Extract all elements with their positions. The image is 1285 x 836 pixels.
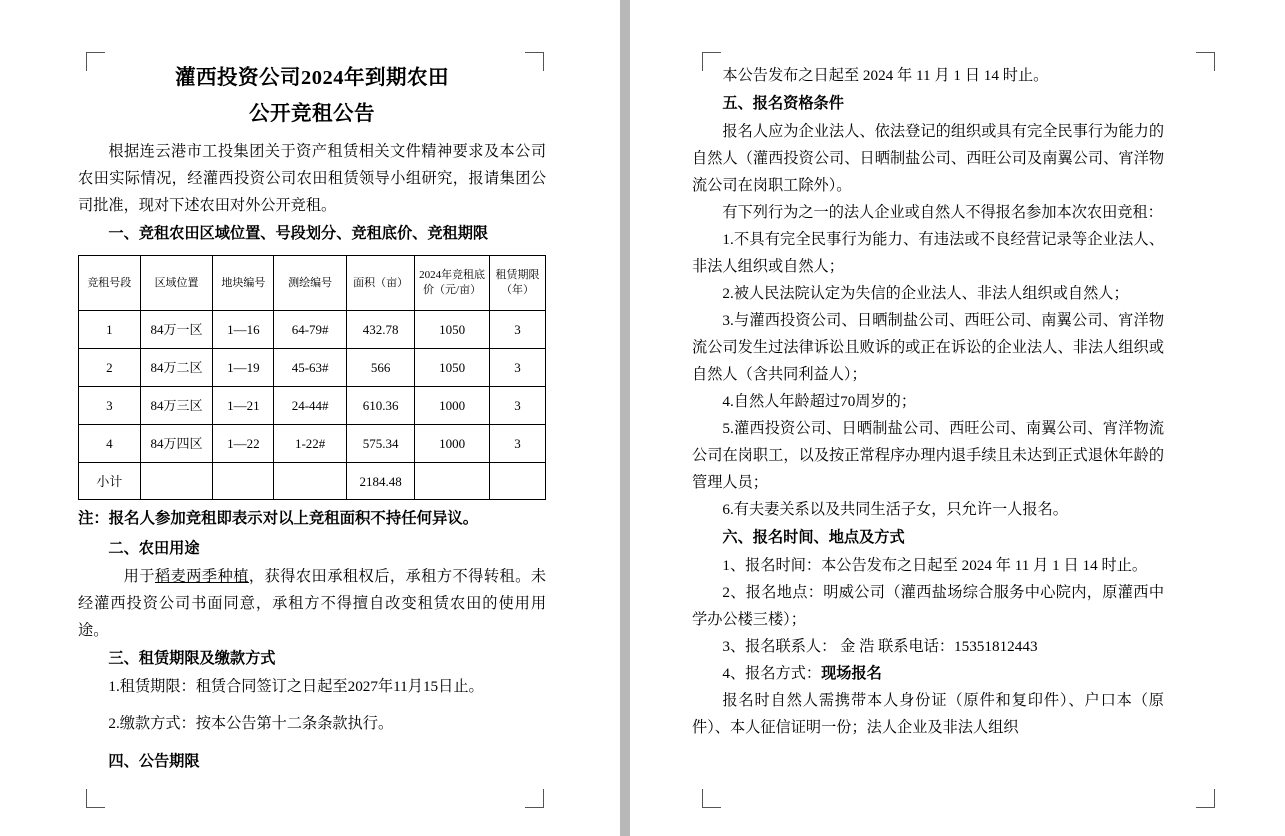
table-cell: 1000 (415, 425, 490, 463)
document-page-left (0, 0, 620, 836)
table-note: 注：报名人参加竞租即表示对以上竞租面积不持任何异议。 (78, 510, 479, 527)
table-header-cell: 租赁期限（年） (489, 256, 545, 311)
table-cell: 24-44# (274, 387, 347, 425)
section6-final-paragraph: 报名时自然人需携带本人身份证（原件和复印件）、户口本（原件）、本人征信证明一份；法人企业及非法人组织 (692, 692, 1164, 736)
right-page-content (692, 62, 1164, 741)
table-total-label: 小计 (79, 463, 141, 500)
section6-heading: 六、报名时间、地点及方式 (722, 529, 905, 546)
table-cell-empty (140, 463, 213, 500)
table-cell-empty (489, 463, 545, 500)
crop-mark-bottom-left (702, 789, 721, 808)
table-cell: 3 (489, 387, 545, 425)
table-cell: 575.34 (347, 425, 415, 463)
bid-table (78, 255, 546, 500)
table-cell: 1-22# (274, 425, 347, 463)
table-header-cell: 竞租号段 (79, 256, 141, 311)
table-cell-empty (274, 463, 347, 500)
crop-mark-bottom-left (86, 789, 105, 808)
table-cell: 84万二区 (140, 349, 213, 387)
section5-item: 6.有夫妻关系以及共同生活子女，只允许一人报名。 (722, 501, 1068, 518)
table-row (79, 311, 546, 349)
table-row (79, 425, 546, 463)
table-cell-empty (415, 463, 490, 500)
section6-item-3: 3、报名联系人： 金 浩 联系电话：15351812443 (722, 638, 1038, 655)
table-cell: 84万三区 (140, 387, 213, 425)
table-cell: 1—16 (213, 311, 274, 349)
table-cell: 45-63# (274, 349, 347, 387)
section5-item: 2.被人民法院认定为失信的企业法人、非法人组织或自然人； (722, 285, 1129, 302)
section3-heading: 三、租赁期限及缴款方式 (108, 650, 276, 667)
page-gutter (620, 0, 630, 836)
table-cell: 1—19 (213, 349, 274, 387)
table-cell: 566 (347, 349, 415, 387)
section3-item1: 1.租赁期限：租赁合同签订之日起至2027年11月15日止。 (108, 678, 484, 695)
section2-heading: 二、农田用途 (108, 540, 200, 557)
crop-mark-top-right (1196, 52, 1215, 71)
table-cell: 2 (79, 349, 141, 387)
table-header-cell: 2024年竞租底价（元/亩） (415, 256, 490, 311)
section5-paragraph-1: 报名人应为企业法人、依法登记的组织或具有完全民事行为能力的自然人（灌西投资公司、日晒制盐公司、西旺公司及南翼公司、宵洋物流公司在岗职工除外）。 (692, 123, 1164, 194)
crop-mark-bottom-right (1196, 789, 1215, 808)
crop-mark-bottom-right (525, 789, 544, 808)
table-header-cell: 地块编号 (213, 256, 274, 311)
table-cell: 3 (79, 387, 141, 425)
document-page-right (630, 0, 1285, 836)
table-cell: 1050 (415, 349, 490, 387)
section5-item: 4.自然人年龄超过70周岁的； (722, 393, 917, 410)
table-row (79, 387, 546, 425)
table-cell: 84万一区 (140, 311, 213, 349)
table-header-cell: 测绘编号 (274, 256, 347, 311)
table-cell: 3 (489, 349, 545, 387)
section6-item-4 (692, 660, 1164, 687)
section5-paragraph-2: 有下列行为之一的法人企业或自然人不得报名参加本次农田竞租： (722, 204, 1163, 221)
table-cell: 1—22 (213, 425, 274, 463)
document-title-line1: 灌西投资公司2024年到期农田 (175, 67, 449, 89)
document-title-line2: 公开竞租公告 (249, 103, 375, 125)
table-cell: 1050 (415, 311, 490, 349)
section5-item: 1.不具有完全民事行为能力、有违法或不良经营记录等企业法人、非法人组织或自然人； (692, 231, 1164, 275)
table-cell: 64-79# (274, 311, 347, 349)
table-header-cell: 面积（亩） (347, 256, 415, 311)
intro-paragraph: 根据连云港市工投集团关于资产租赁相关文件精神要求及本公司农田实际情况，经灌西投资公司农田租赁领导小组研究，报请集团公司批准，现对下述农田对外公开竞租。 (78, 143, 546, 214)
table-cell: 1 (79, 311, 141, 349)
table-cell: 432.78 (347, 311, 415, 349)
table-cell: 1000 (415, 387, 490, 425)
table-total-area: 2184.48 (347, 463, 415, 500)
section6-item-2: 2、报名地点：明威公司（灌西盐场综合服务中心院内，原灌西中学办公楼三楼）； (692, 584, 1164, 628)
section6-item-1: 1、报名时间：本公告发布之日起至 2024 年 11 月 1 日 14 时止。 (722, 557, 1148, 574)
section2-body-part2: ，获得农田承租权后，承租方不得转租。未经灌西投资公司书面同意，承租方不得擅自改变租赁农田的使用用途。 (78, 568, 547, 639)
section6-item-4-bold: 现场报名 (821, 665, 882, 682)
table-cell: 4 (79, 425, 141, 463)
table-cell: 1—21 (213, 387, 274, 425)
table-total-row (79, 463, 546, 500)
section1-heading: 一、竞租农田区域位置、号段划分、竞租底价、竞租期限 (108, 225, 489, 242)
table-cell-empty (213, 463, 274, 500)
continued-paragraph: 本公告发布之日起至 2024 年 11 月 1 日 14 时止。 (722, 67, 1049, 84)
table-header-cell: 区域位置 (140, 256, 213, 311)
table-cell: 84万四区 (140, 425, 213, 463)
table-cell: 610.36 (347, 387, 415, 425)
section2-body (78, 563, 546, 644)
section3-item2: 2.缴款方式：按本公告第十二条条款执行。 (108, 715, 394, 732)
section2-body-underline: 稻麦两季种植 (154, 568, 249, 585)
section4-heading: 四、公告期限 (108, 753, 200, 770)
table-cell: 3 (489, 425, 545, 463)
table-cell: 3 (489, 311, 545, 349)
section6-item-4-prefix: 4、报名方式： (722, 665, 822, 682)
section5-heading: 五、报名资格条件 (722, 95, 844, 112)
left-page-content (78, 60, 546, 776)
section5-item: 5.灌西投资公司、日晒制盐公司、西旺公司、南翼公司、宵洋物流公司在岗职工，以及按正常程序办理内退手续且未达到正式退休年龄的管理人员； (692, 420, 1164, 491)
section2-body-part1: 用于 (123, 568, 155, 585)
table-header-row (79, 256, 546, 311)
section5-item: 3.与灌西投资公司、日晒制盐公司、西旺公司、南翼公司、宵洋物流公司发生过法律诉讼且败诉的或正在诉讼的企业法人、非法人组织或自然人（含共同利益人）； (692, 312, 1164, 383)
table-row (79, 349, 546, 387)
